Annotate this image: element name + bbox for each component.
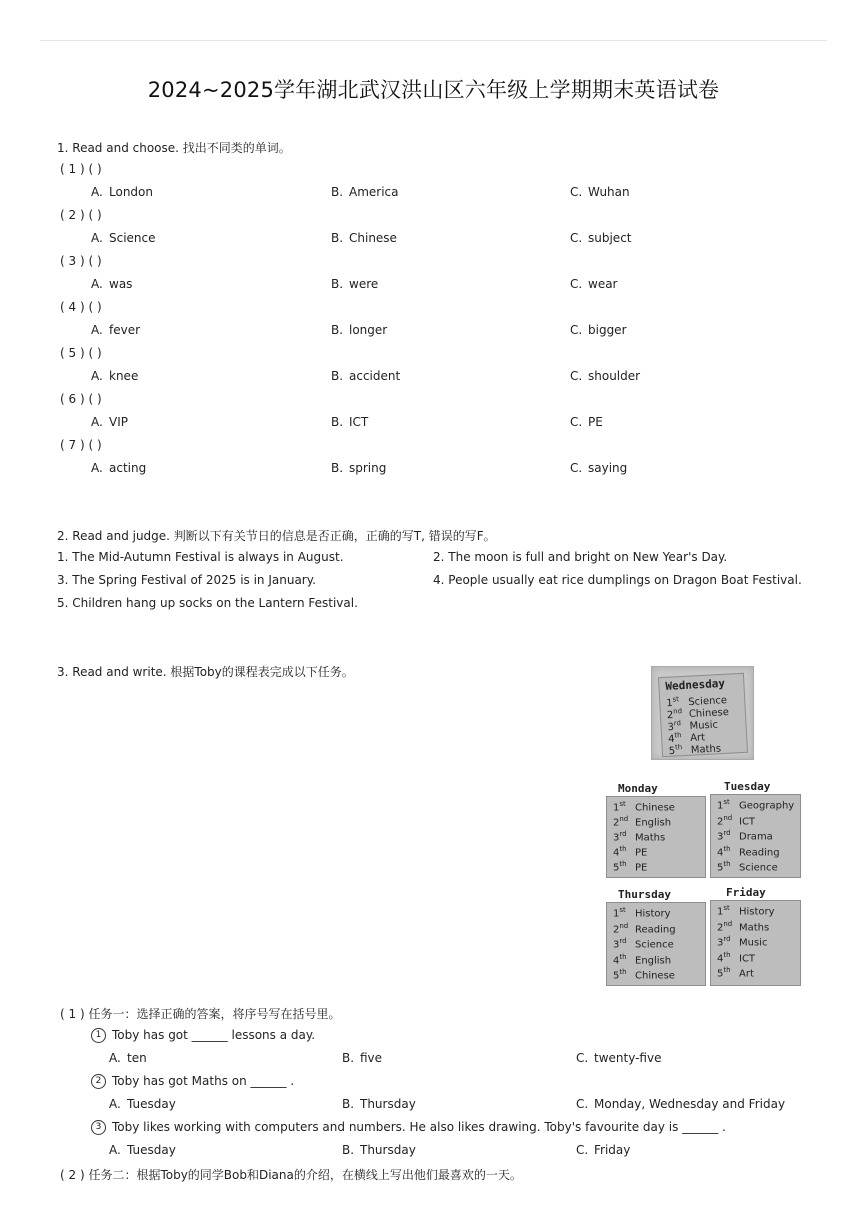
timetable-card-monday (606, 796, 706, 878)
timetable-row (613, 922, 676, 935)
day-title: Friday (726, 886, 766, 899)
option-text: five (360, 1051, 383, 1065)
subject: History (739, 906, 775, 918)
option-b[interactable] (331, 323, 387, 337)
option-letter: C. (576, 1051, 589, 1065)
timetable-card-wednesday (658, 673, 748, 757)
option-b[interactable] (342, 1097, 416, 1111)
question-text: Toby has got Maths on ______ . (112, 1074, 295, 1088)
option-text: Thursday (360, 1097, 416, 1111)
ordinal-suffix: th (723, 844, 731, 853)
subject: Reading (739, 846, 780, 858)
timetable-row (717, 935, 767, 948)
subject: Music (689, 719, 719, 733)
timetable-row (613, 968, 675, 981)
question-number: ( 5 ) ( ) (60, 346, 102, 360)
option-text: VIP (109, 415, 128, 429)
option-text: London (109, 185, 153, 199)
ordinal-suffix: th (619, 860, 627, 868)
ordinal-number: 2 (717, 921, 724, 933)
question-text: Toby likes working with computers and numbers. He also likes drawing. Toby's favourite day is ______ . (112, 1120, 726, 1134)
ordinal-suffix: nd (619, 815, 629, 823)
ordinal (613, 937, 635, 950)
subject: PE (635, 862, 648, 874)
ordinal (717, 966, 739, 979)
ordinal-suffix: th (723, 860, 731, 868)
option-c[interactable] (570, 461, 627, 475)
ordinal-suffix: rd (673, 719, 682, 728)
top-divider (40, 40, 827, 41)
subject: ICT (739, 815, 756, 827)
subject: Chinese (688, 706, 730, 721)
option-text: twenty-five (594, 1051, 662, 1065)
statement-3: 3. The Spring Festival of 2025 is in January. (57, 573, 316, 587)
timetable-row (717, 951, 755, 964)
ordinal-number: 3 (717, 937, 724, 949)
ordinal (613, 815, 635, 828)
statement-5: 5. Children hang up socks on the Lantern Festival. (57, 596, 358, 610)
option-letter: A. (91, 277, 103, 291)
ordinal-suffix: rd (723, 935, 731, 943)
day-title: Wednesday (665, 676, 726, 693)
section2-heading: 2. Read and judge. 判断以下有关节日的信息是否正确，正确的写T, 错误的写F。 (57, 529, 496, 543)
option-text: knee (109, 369, 139, 383)
ordinal-suffix: nd (619, 921, 629, 930)
ordinal-number: 5 (668, 745, 676, 758)
ordinal-suffix: th (619, 968, 627, 976)
subject: Reading (635, 923, 676, 935)
option-b[interactable] (331, 461, 386, 475)
timetable-card-thursday (606, 902, 706, 986)
subject: Music (739, 937, 768, 949)
option-c[interactable] (570, 323, 627, 337)
question-number: ( 2 ) ( ) (60, 208, 102, 222)
ordinal (717, 814, 739, 827)
option-letter: A. (91, 323, 103, 337)
option-letter: B. (342, 1051, 355, 1065)
option-letter: C. (570, 185, 583, 199)
ordinal-suffix: st (672, 695, 680, 704)
subject: English (635, 817, 672, 829)
subject: History (635, 908, 671, 920)
question-number: ( 4 ) ( ) (60, 300, 102, 314)
ordinal-suffix: st (619, 800, 626, 808)
ordinal-suffix: rd (619, 830, 627, 838)
subject: Drama (739, 831, 773, 843)
option-c[interactable] (570, 231, 632, 245)
subject: Maths (635, 832, 666, 844)
ordinal (717, 798, 739, 811)
option-a[interactable] (91, 369, 138, 383)
timetable-wednesday-photo (651, 666, 754, 760)
option-letter: A. (109, 1097, 121, 1111)
option-text: Science (109, 231, 156, 245)
ordinal (613, 830, 635, 843)
ordinal (613, 953, 635, 966)
task2-label: ( 2 ) 任务二：根据Toby的同学Bob和Diana的介绍，在横线上写出他们最喜欢的一天。 (60, 1168, 522, 1182)
option-letter: A. (91, 461, 103, 475)
option-b[interactable] (342, 1143, 416, 1157)
ordinal-suffix: st (723, 904, 730, 912)
subject: Maths (739, 921, 770, 933)
timetable-row (613, 906, 671, 919)
ordinal (717, 904, 739, 917)
question-number: ( 3 ) ( ) (60, 254, 102, 268)
option-letter: C. (570, 231, 583, 245)
subject: Geography (739, 800, 795, 812)
option-letter: B. (331, 369, 344, 383)
option-letter: B. (331, 277, 344, 291)
subject: Art (739, 968, 754, 980)
option-letter: C. (570, 277, 583, 291)
option-c[interactable] (570, 185, 630, 199)
ordinal-number: 4 (717, 952, 724, 964)
ordinal-suffix: th (674, 743, 683, 752)
option-a[interactable] (91, 185, 153, 199)
option-letter: B. (331, 415, 344, 429)
ordinal (613, 800, 635, 813)
option-c[interactable] (576, 1143, 630, 1157)
ordinal-suffix: nd (672, 707, 683, 716)
option-text: fever (109, 323, 141, 337)
task1-question (91, 1120, 726, 1135)
timetable-row (668, 741, 721, 757)
ordinal-number: 4 (613, 954, 620, 966)
subject: ICT (739, 952, 756, 964)
option-text: saying (588, 461, 628, 475)
question-number: ( 7 ) ( ) (60, 438, 102, 452)
timetable-row (717, 814, 755, 827)
ordinal (613, 906, 635, 919)
task1-question (91, 1028, 315, 1043)
option-c[interactable] (576, 1097, 785, 1111)
option-letter: B. (331, 231, 344, 245)
option-letter: C. (570, 369, 583, 383)
option-letter: A. (91, 185, 103, 199)
option-c[interactable] (570, 415, 603, 429)
ordinal-number: 5 (613, 970, 620, 982)
timetable-photo-mon-tue (604, 780, 802, 880)
timetable-row (613, 830, 665, 843)
timetable-photo-thu-fri (604, 886, 802, 986)
option-a[interactable] (91, 277, 132, 291)
option-b[interactable] (331, 185, 399, 199)
option-text: acting (109, 461, 147, 475)
ordinal (613, 860, 635, 873)
option-c[interactable] (570, 369, 640, 383)
ordinal-number: 1 (613, 802, 620, 814)
option-letter: C. (570, 323, 583, 337)
option-letter: B. (342, 1097, 355, 1111)
subject: Chinese (635, 970, 675, 982)
ordinal-suffix: rd (619, 937, 627, 945)
option-letter: B. (331, 185, 344, 199)
option-text: Wuhan (588, 185, 630, 199)
option-a[interactable] (91, 231, 156, 245)
option-text: Chinese (349, 231, 397, 245)
option-a[interactable] (109, 1143, 176, 1157)
option-text: shoulder (588, 369, 641, 383)
option-text: bigger (588, 323, 627, 337)
day-title: Monday (618, 782, 658, 795)
timetable-row (717, 920, 769, 933)
timetable-row (613, 815, 671, 828)
ordinal-suffix: th (674, 731, 682, 740)
option-text: accident (349, 369, 401, 383)
subject: PE (635, 847, 648, 859)
timetable-row (717, 966, 754, 979)
ordinal (717, 920, 739, 933)
ordinal-number: 5 (717, 862, 724, 874)
ordinal (717, 845, 739, 858)
option-a[interactable] (91, 461, 146, 475)
ordinal-number: 4 (667, 733, 675, 746)
option-text: PE (588, 415, 603, 429)
ordinal-suffix: nd (723, 813, 733, 822)
day-title: Tuesday (724, 780, 771, 793)
question-marker: 3 (91, 1120, 106, 1135)
option-text: America (349, 185, 399, 199)
question-marker: 2 (91, 1074, 106, 1089)
option-letter: A. (109, 1051, 121, 1065)
section1-heading: 1. Read and choose. 找出不同类的单词。 (57, 141, 291, 155)
option-letter: B. (331, 323, 344, 337)
option-letter: A. (109, 1143, 121, 1157)
timetable-row (717, 845, 780, 858)
option-text: was (109, 277, 133, 291)
option-text: were (349, 277, 379, 291)
option-text: longer (349, 323, 388, 337)
option-letter: C. (576, 1097, 589, 1111)
subject: Art (689, 732, 706, 745)
timetable-row (717, 904, 775, 917)
timetable-row (613, 800, 675, 813)
option-c[interactable] (576, 1051, 661, 1065)
ordinal (717, 860, 739, 873)
day-title: Thursday (618, 888, 671, 901)
option-text: Friday (594, 1143, 631, 1157)
timetable-row (613, 953, 671, 966)
option-letter: A. (91, 369, 103, 383)
ordinal-suffix: st (723, 798, 730, 806)
option-text: Tuesday (127, 1097, 176, 1111)
option-b[interactable] (331, 277, 378, 291)
subject: Science (688, 695, 728, 709)
option-text: ten (127, 1051, 147, 1065)
ordinal-suffix: th (619, 952, 627, 961)
option-b[interactable] (331, 231, 397, 245)
statement-4: 4. People usually eat rice dumplings on Dragon Boat Festival. (433, 573, 802, 587)
option-b[interactable] (342, 1051, 382, 1065)
option-letter: A. (91, 415, 103, 429)
option-letter: C. (576, 1143, 589, 1157)
option-a[interactable] (109, 1097, 176, 1111)
timetable-row (717, 798, 794, 811)
ordinal-number: 5 (717, 968, 724, 980)
subject: Maths (690, 743, 722, 757)
ordinal-number: 3 (667, 721, 675, 734)
timetable-card-tuesday (710, 794, 801, 878)
option-text: subject (588, 231, 632, 245)
question-number: ( 1 ) ( ) (60, 162, 102, 176)
ordinal-number: 2 (666, 709, 674, 722)
ordinal (717, 829, 739, 842)
option-letter: C. (570, 461, 583, 475)
ordinal-suffix: st (619, 906, 626, 914)
option-b[interactable] (331, 415, 368, 429)
ordinal-number: 4 (717, 846, 724, 858)
option-letter: C. (570, 415, 583, 429)
ordinal (717, 951, 739, 964)
option-letter: A. (91, 231, 103, 245)
ordinal-number: 2 (613, 817, 620, 829)
timetable-row (613, 845, 647, 858)
statement-2: 2. The moon is full and bright on New Year's Day. (433, 550, 728, 564)
ordinal-number: 3 (613, 939, 620, 951)
ordinal-number: 4 (613, 847, 620, 859)
question-marker: 1 (91, 1028, 106, 1043)
ordinal-suffix: th (619, 845, 627, 853)
option-text: Tuesday (127, 1143, 176, 1157)
ordinal-suffix: th (723, 966, 731, 974)
question-text: Toby has got ______ lessons a day. (112, 1028, 316, 1042)
option-text: Monday, Wednesday and Friday (594, 1097, 786, 1111)
ordinal-number: 1 (717, 906, 724, 918)
timetable-card-friday (710, 900, 801, 986)
ordinal-number: 2 (717, 815, 724, 827)
subject: English (635, 954, 672, 966)
option-a[interactable] (109, 1051, 147, 1065)
ordinal (668, 743, 691, 757)
option-text: spring (349, 461, 387, 475)
ordinal-number: 1 (613, 908, 620, 920)
ordinal-suffix: nd (723, 919, 733, 928)
option-text: ICT (349, 415, 369, 429)
task1-label: ( 1 ) 任务一：选择正确的答案，将序号写在括号里。 (60, 1007, 341, 1021)
option-text: Thursday (360, 1143, 416, 1157)
ordinal (613, 968, 635, 981)
question-number: ( 6 ) ( ) (60, 392, 102, 406)
option-letter: B. (331, 461, 344, 475)
section3-heading: 3. Read and write. 根据Toby的课程表完成以下任务。 (57, 665, 354, 679)
ordinal-number: 2 (613, 923, 620, 935)
ordinal-suffix: th (723, 950, 731, 959)
timetable-row (613, 860, 647, 873)
option-letter: B. (342, 1143, 355, 1157)
timetable-row (717, 829, 773, 842)
task1-question (91, 1074, 294, 1089)
ordinal-number: 5 (613, 862, 620, 874)
statement-1: 1. The Mid-Autumn Festival is always in August. (57, 550, 344, 564)
ordinal-number: 1 (666, 697, 674, 710)
ordinal-suffix: rd (723, 829, 731, 837)
option-b[interactable] (331, 369, 400, 383)
timetable-row (717, 860, 778, 873)
page-title: 2024~2025学年湖北武汉洪山区六年级上学期期末英语试卷 (147, 78, 720, 102)
option-c[interactable] (570, 277, 617, 291)
ordinal (613, 845, 635, 858)
subject: Chinese (635, 802, 675, 814)
ordinal-number: 3 (613, 832, 620, 844)
subject: Science (635, 939, 674, 951)
timetable-row (613, 937, 674, 950)
option-a[interactable] (91, 323, 140, 337)
subject: Science (739, 862, 778, 874)
ordinal-number: 1 (717, 800, 724, 812)
option-a[interactable] (91, 415, 128, 429)
ordinal (717, 935, 739, 948)
ordinal-number: 3 (717, 831, 724, 843)
ordinal (613, 922, 635, 935)
option-text: wear (588, 277, 618, 291)
